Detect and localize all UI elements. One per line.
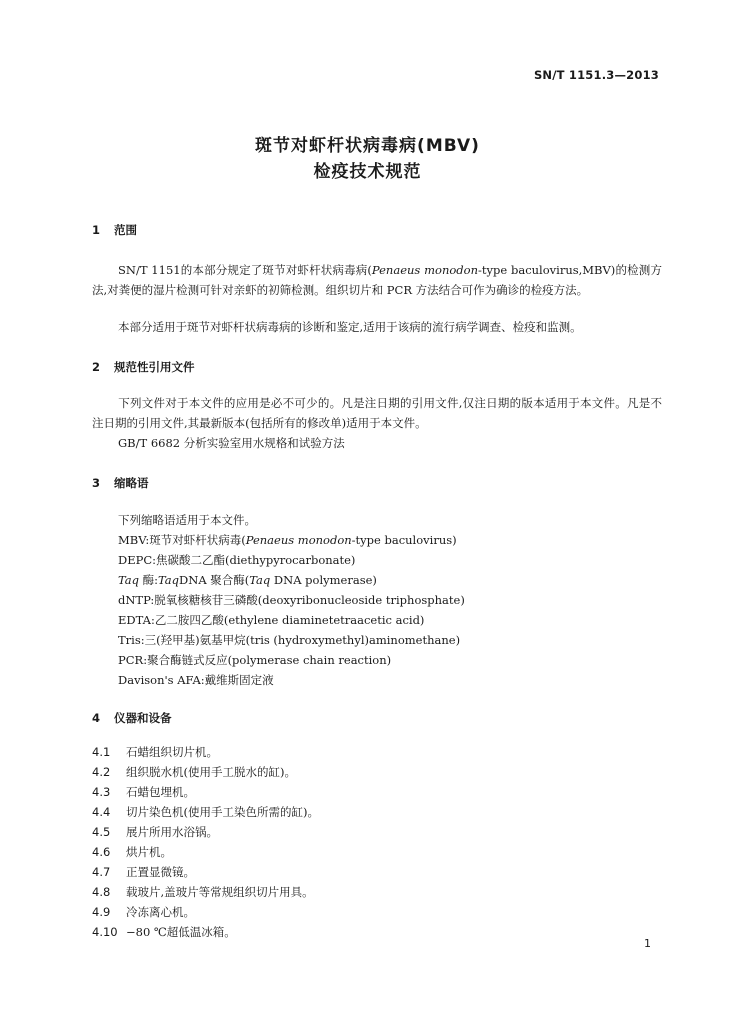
equipment-item — [92, 782, 195, 802]
scope-text-a: SN/T 1151的本部分规定了斑节对虾杆状病毒病( — [118, 263, 372, 277]
scope-text-b: -type baculovirus,MBV)的检测方法,对粪便的湿片检测可针对亲虾的初筛检测。组织切片和 PCR 方法结合可作为确诊的检疫方法。 — [92, 263, 662, 297]
abbr-mbv-b: -type baculovirus) — [351, 533, 457, 547]
abbr-mbv — [118, 530, 457, 550]
standard-code: SN/T 1151.3—2013 — [533, 68, 659, 82]
abbr-pcr: PCR:聚合酶链式反应(polymerase chain reaction) — [118, 653, 392, 667]
section-title: 范围 — [114, 223, 137, 237]
equipment-item — [92, 762, 296, 782]
item-number: 4.8 — [92, 885, 111, 899]
equipment-item — [92, 742, 218, 762]
abbr-dntp: dNTP:脱氧核糖核苷三磷酸(deoxyribonucleoside triphosphate) — [118, 593, 465, 607]
item-number: 4.4 — [92, 805, 111, 819]
item-text: 组织脱水机(使用手工脱水的缸)。 — [126, 765, 296, 779]
equipment-item — [92, 822, 218, 842]
item-number: 4.9 — [92, 905, 111, 919]
scope-text-2: 本部分适用于斑节对虾杆状病毒病的诊断和鉴定,适用于该病的流行病学调查、检疫和监测。 — [118, 320, 582, 334]
taq-text: DNA polymerase) — [270, 573, 377, 587]
species-name: Penaeus monodon — [371, 263, 478, 277]
taq-italic: Taq — [158, 573, 180, 587]
normative-paragraph — [92, 393, 662, 433]
taq-italic: Taq — [249, 573, 271, 587]
equipment-item — [92, 922, 236, 942]
section-title: 仪器和设备 — [114, 711, 172, 725]
item-number: 4.10 — [92, 925, 118, 939]
abbr-edta: EDTA:乙二胺四乙酸(ethylene diaminetetraacetic acid) — [118, 613, 425, 627]
item-number: 4.5 — [92, 825, 111, 839]
species-name: Penaeus monodon — [245, 533, 352, 547]
section-number: 2 — [92, 360, 101, 374]
equipment-item — [92, 842, 172, 862]
section-1-heading — [92, 222, 137, 238]
scope-paragraph-2 — [92, 317, 662, 337]
item-number: 4.7 — [92, 865, 111, 879]
scope-paragraph-1 — [92, 260, 662, 300]
section-title: 规范性引用文件 — [114, 360, 195, 374]
equipment-item — [92, 862, 195, 882]
section-number: 4 — [92, 711, 101, 725]
item-text: −80 ℃超低温冰箱。 — [126, 925, 236, 939]
equipment-item — [92, 882, 314, 902]
item-text: 烘片机。 — [126, 845, 172, 859]
taq-text: 酶: — [139, 573, 159, 587]
item-text: 正置显微镜。 — [126, 865, 195, 879]
item-text: 冷冻离心机。 — [126, 905, 195, 919]
item-number: 4.1 — [92, 745, 111, 759]
normative-text: 下列文件对于本文件的应用是必不可少的。凡是注日期的引用文件,仅注日期的版本适用于本文件。凡是不注日期的引用文件,其最新版本(包括所有的修改单)适用于本文件。 — [92, 396, 662, 430]
section-3-heading — [92, 475, 149, 491]
abbr-afa: Davison's AFA:戴维斯固定液 — [118, 673, 274, 687]
item-number: 4.3 — [92, 785, 111, 799]
section-number: 1 — [92, 223, 101, 237]
abbr-mbv-a: MBV:斑节对虾杆状病毒( — [118, 533, 246, 547]
abbr-depc: DEPC:焦碳酸二乙酯(diethypyrocarbonate) — [118, 553, 356, 567]
section-title: 缩略语 — [114, 476, 149, 490]
taq-italic: Taq — [118, 573, 139, 587]
item-text: 载玻片,盖玻片等常规组织切片用具。 — [126, 885, 314, 899]
item-number: 4.6 — [92, 845, 111, 859]
equipment-item — [92, 802, 319, 822]
item-text: 切片染色机(使用手工染色所需的缸)。 — [126, 805, 319, 819]
abbr-taq — [118, 570, 377, 590]
item-number: 4.2 — [92, 765, 111, 779]
equipment-item — [92, 902, 195, 922]
item-text: 展片所用水浴锅。 — [126, 825, 218, 839]
item-text: 石蜡包埋机。 — [126, 785, 195, 799]
item-text: 石蜡组织切片机。 — [126, 745, 218, 759]
section-number: 3 — [92, 476, 101, 490]
normative-reference: GB/T 6682 分析实验室用水规格和试验方法 — [118, 436, 345, 450]
page-number: 1 — [644, 937, 651, 950]
abbr-intro: 下列缩略语适用于本文件。 — [118, 513, 256, 527]
abbr-tris: Tris:三(羟甲基)氨基甲烷(tris (hydroxymethyl)aminomethane) — [118, 633, 461, 647]
section-2-heading — [92, 359, 195, 375]
document-title — [0, 133, 735, 185]
title-line-2: 检疫技术规范 — [313, 162, 422, 182]
section-4-heading — [92, 710, 172, 726]
title-line-1: 斑节对虾杆状病毒病(MBV) — [255, 136, 480, 156]
taq-text: DNA 聚合酶( — [179, 573, 250, 587]
